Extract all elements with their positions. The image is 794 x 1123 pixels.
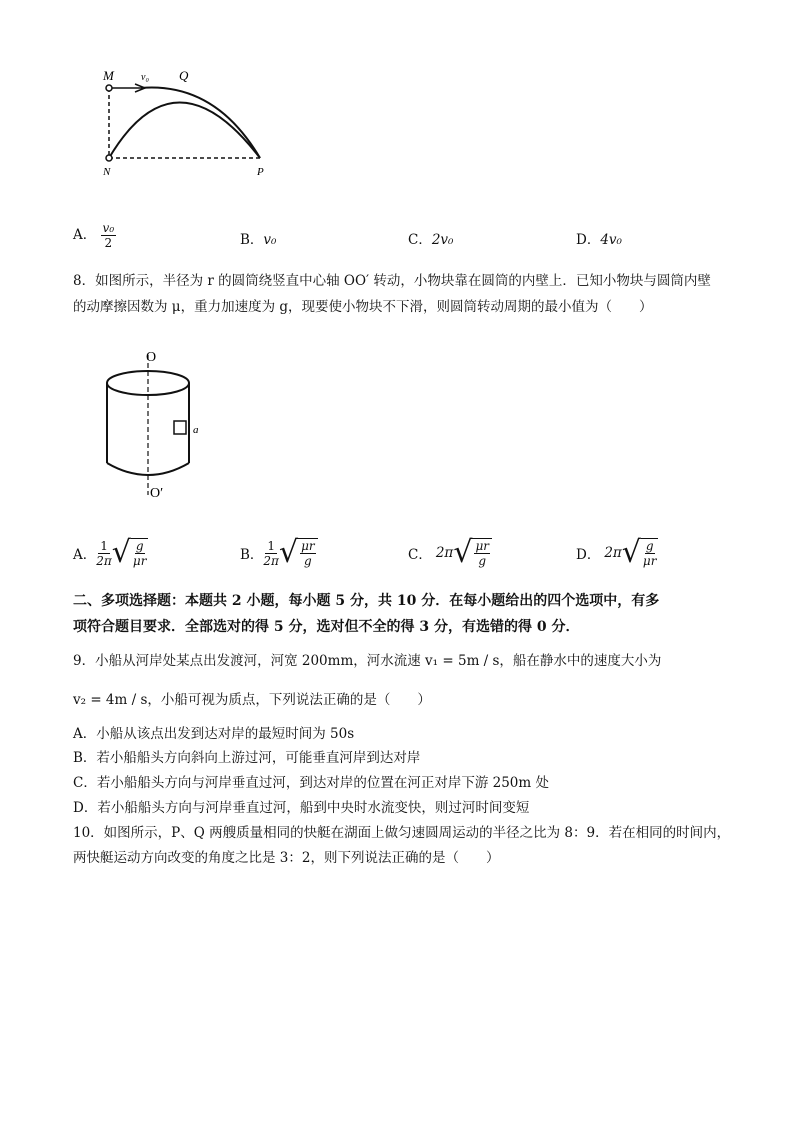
label-O: O: [146, 350, 157, 365]
section2-line-1: 二、多项选择题：本题共 2 小题，每小题 5 分，共 10 分．在每小题给出的四个选项中，有多: [73, 593, 660, 609]
rad-den: μr: [642, 554, 657, 568]
coef-num: 1: [100, 538, 108, 553]
q9-line-1: 9．小船从河岸处某点出发渡河，河宽 200mm，河水流速 v₁ = 5m / s，船在静水中的速度大小为: [73, 653, 662, 669]
label-N: N: [103, 166, 111, 178]
q8-option-c: [408, 535, 492, 570]
q7-option-d: [576, 228, 622, 248]
point-M: [106, 85, 112, 91]
q9-option-d: D．若小船船头方向与河岸垂直过河，船到中央时水流变快，则过河时间变短: [73, 800, 530, 816]
rad-den: g: [304, 554, 312, 568]
option-c-text: 2v₀: [431, 232, 454, 248]
trajectory-from-M: [141, 88, 260, 158]
frac-den: 2: [104, 236, 113, 250]
q9-line-2: v₂ = 4m / s，小船可视为质点，下列说法正确的是（ ）: [73, 692, 431, 708]
rad-num: μr: [301, 539, 315, 553]
option-a-label: A．: [73, 547, 97, 563]
label-Q: Q: [179, 68, 189, 83]
option-b-label: B．: [240, 547, 264, 563]
rad-den: μr: [132, 554, 147, 568]
point-N: [106, 155, 112, 161]
option-d-text: 4v₀: [600, 232, 622, 248]
label-P: P: [257, 166, 264, 178]
q10-line-1: 10．如图所示，P、Q 两艘质量相同的快艇在湖面上做匀速圆周运动的半径之比为 8：9．若在相同的时间内，: [73, 825, 731, 841]
section2-line-2: 项符合题目要求．全部选对的得 5 分，选对但不全的得 3 分，有选错的得 0 分．: [73, 619, 580, 635]
trajectory-from-N: [109, 103, 260, 159]
q9-option-c: C．若小船船头方向与河岸垂直过河，到达对岸的位置在河正对岸下游 250m 处: [73, 775, 549, 791]
q7-option-c: [408, 228, 453, 248]
q8-option-d: [576, 535, 658, 570]
q8-option-b: [240, 535, 318, 570]
q7-option-a: [73, 221, 116, 250]
option-b-label: B．: [240, 232, 264, 248]
cylinder-figure: [100, 345, 210, 505]
option-b-text: v₀: [263, 232, 277, 248]
rad-num: g: [135, 539, 144, 553]
q10-line-2: 两快艇运动方向改变的角度之比是 3：2，则下列说法正确的是（ ）: [73, 850, 500, 866]
rad-num: g: [645, 539, 654, 553]
option-a-label: A．: [73, 227, 97, 243]
option-c-label: C．: [408, 547, 432, 563]
label-O-prime: O′: [150, 486, 164, 501]
sqrt-sign: √ $\frac{\mu r}{g}$: [453, 538, 492, 568]
label-M: M: [103, 68, 114, 83]
coef-fraction: [263, 539, 279, 568]
label-a: a: [193, 424, 199, 436]
coef-den: 2π: [263, 553, 279, 568]
q9-option-a: A．小船从该点出发到达对岸的最短时间为 50s: [73, 726, 355, 742]
coef-num: 1: [267, 538, 275, 553]
sqrt-sign: √ $\frac{\mu r}{g}$: [279, 538, 318, 568]
option-d-label: D．: [576, 547, 601, 563]
fraction-v0-over-2: [101, 221, 117, 250]
q8-line-1: 8．如图所示，半径为 r 的圆筒绕竖直中心轴 OO′ 转动，小物块靠在圆筒的内壁上．已知小物块与圆筒内壁: [73, 273, 711, 289]
sqrt-sign: √ $\frac{g}{\mu r}$: [621, 535, 657, 570]
q8-line-2: 的动摩擦因数为 μ，重力加速度为 g，现要使小物块不下滑，则圆筒转动周期的最小值为（ ）: [73, 299, 653, 315]
sqrt-sign: √ $\frac{g}{\mu r}$: [111, 535, 147, 570]
projectile-figure: [95, 62, 285, 182]
coef: 2π: [435, 545, 454, 561]
label-v0: v₀: [141, 72, 149, 83]
q8-option-a: [73, 535, 148, 570]
option-d-label: D．: [576, 232, 601, 248]
rad-den: g: [478, 554, 487, 568]
frac-num: v₀: [102, 221, 115, 235]
q9-option-b: B．若小船船头方向斜向上游过河，可能垂直河岸到达对岸: [73, 750, 421, 766]
coef-den: 2π: [96, 553, 112, 568]
rad-num: μr: [475, 539, 489, 553]
small-block: [174, 421, 186, 434]
coef: 2π: [604, 545, 622, 561]
coef-fraction: [96, 539, 112, 568]
q7-option-b: [240, 228, 276, 248]
option-c-label: C．: [408, 232, 432, 248]
